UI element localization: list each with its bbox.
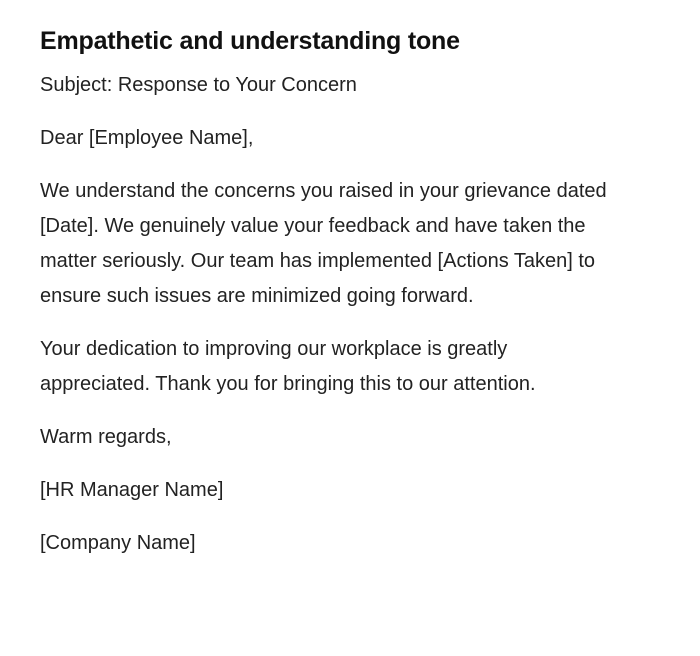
signature-name: [HR Manager Name] (40, 479, 224, 501)
letter-document (40, 24, 620, 561)
closing: Warm regards, (40, 426, 172, 448)
body-paragraph: We understand the concerns you raised in your grievance dated [Date]. We genuinely value your feedback and have taken the matter seriously. Our team has implemented [Actions Taken] to ensure such issues are minimized going forward. (40, 180, 607, 307)
subject-line: Subject: Response to Your Concern (40, 74, 357, 96)
document-title: Empathetic and understanding tone (40, 27, 460, 55)
signature-company: [Company Name] (40, 532, 196, 554)
salutation: Dear [Employee Name], (40, 127, 254, 149)
body-paragraph: Your dedication to improving our workplace is greatly appreciated. Thank you for bringing this to our attention. (40, 338, 536, 395)
